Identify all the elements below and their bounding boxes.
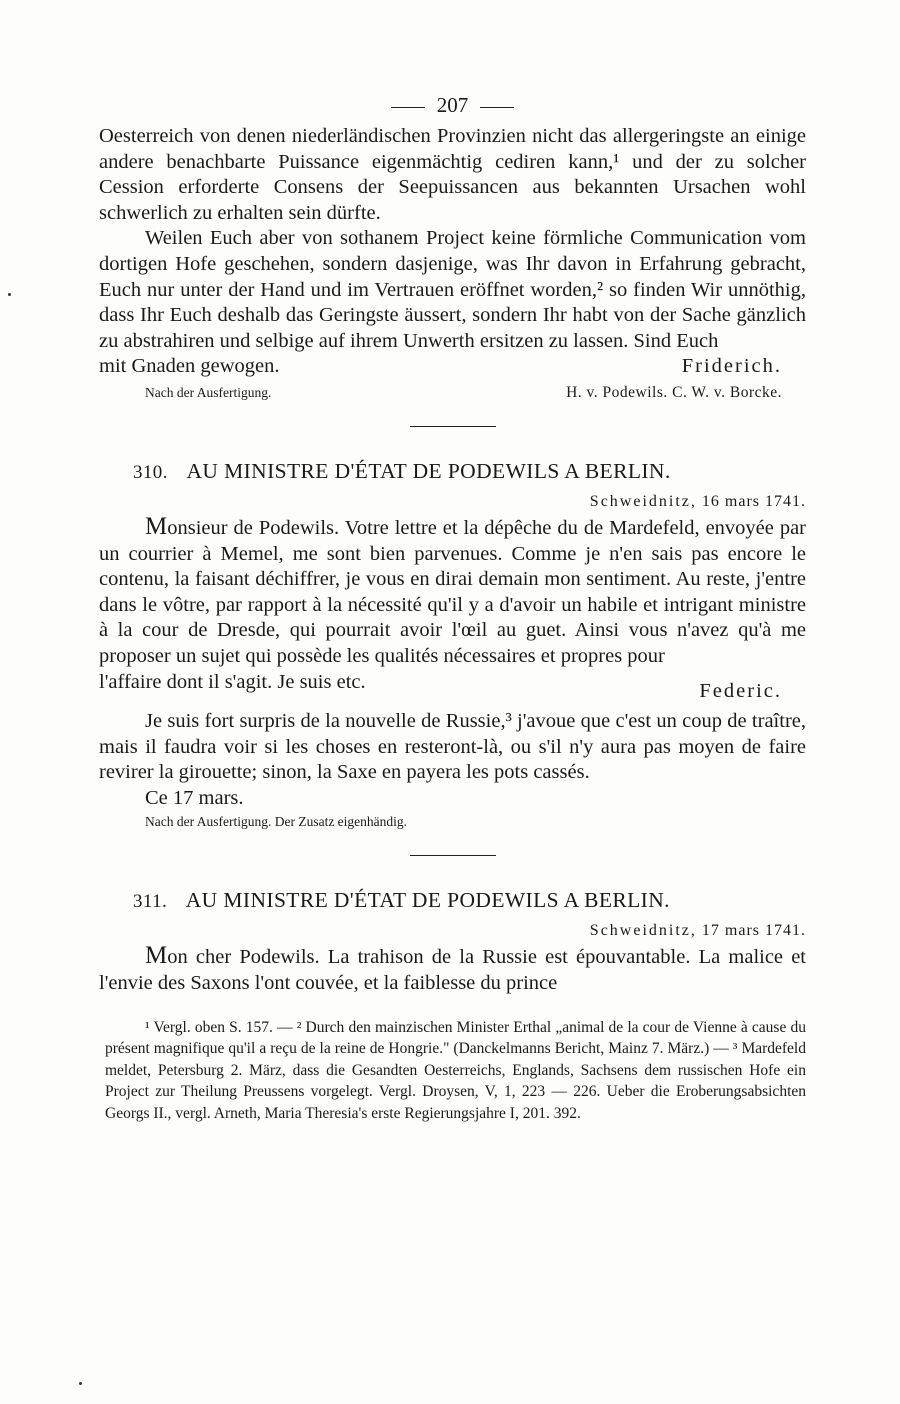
letter-311-number: 311. xyxy=(133,891,168,913)
intro-closing-line xyxy=(99,354,806,380)
page-number: 207 xyxy=(436,93,469,117)
letter-311-place: Schweidnitz, xyxy=(589,922,697,940)
letter-310-postscript-date: Ce 17 mars. xyxy=(145,786,244,809)
section-divider-2 xyxy=(410,855,496,856)
letter-311-heading xyxy=(99,886,806,916)
letter-310-body xyxy=(99,514,806,670)
intro-paragraph-2: Weilen Euch aber von sothanem Project keine förmliche Communication vom dortigen Hofe geschehen, sondern dasjenige, was Ihr davon in Erfahrung gebracht, Euch nur unter der Hand und im Vertrauen eröffnet worden,² so finden Wir unnöthig, dass Ihr Euch deshalb das Geringste äussert, sondern Ihr habt von der Sache gänzlich zu abstrahiren und selbige auf ihrem Unwerth ersitzen zu lassen. Sind Euch xyxy=(99,227,806,352)
scan-speck xyxy=(8,293,11,296)
intro-countersignatures: H. v. Podewils. C. W. v. Borcke. xyxy=(566,383,782,401)
letter-310-closing: l'affaire dont il s'agit. Je suis etc. xyxy=(99,670,366,693)
footnote-text: ¹ Vergl. oben S. 157. — ² Durch den mainzischen Minister Erthal „animal de la cour de Vienne à cause du présent magnifique qu'il a reçu de la reine de Hongrie." (Danckelmanns Bericht, Mainz 7. März.) — ³ Mardefeld meldet, Petersburg 2. März, dass die Gesandten Oesterreichs, Englands, Sachsens dem russischen Hofe ein Project zur Theilung Preussens vorgelegt. Vergl. Droysen, V, 1, 223 — 226. Ueber die Eroberungsabsichten Georgs II., vergl. Arneth, Maria Theresia's erste Regierungsjahre I, 201. 392. xyxy=(105,1018,806,1122)
footnotes xyxy=(99,1017,806,1125)
scan-speck xyxy=(79,1382,82,1385)
page-header xyxy=(99,90,806,120)
letter-310-source-note: Nach der Ausfertigung. Der Zusatz eigenhändig. xyxy=(145,814,408,830)
letter-310-postscript: Je suis fort surpris de la nouvelle de Russie,³ j'avoue que c'est un coup de traître, mais il faudra voir si les choses en resteront-là, ou s'il n'y aura pas moyen de faire revirer la girouette; sinon, la Saxe en payera les pots cassés. xyxy=(99,710,806,784)
letter-310-date: 16 mars 1741. xyxy=(701,492,806,510)
book-page xyxy=(99,90,806,1124)
letter-311-initial: M xyxy=(145,942,168,970)
letter-310-place: Schweidnitz, xyxy=(589,492,697,510)
letter-310-heading xyxy=(99,457,806,487)
header-dash-left xyxy=(391,107,425,108)
letter-311-dateline xyxy=(99,919,806,943)
header-dash-right xyxy=(480,107,514,108)
intro-paragraph-1: Oesterreich von denen niederländischen Provinzien nicht das allergeringste an einige andere benachbarte Puissance eigenmächtig cediren kann,¹ und der zu solcher Cession erforderte Consens der Seepuissancen aus bekannten Ursachen wohl schwerlich zu erhalten sein dürfte. xyxy=(99,125,806,224)
letter-310-body-text: onsieur de Podewils. Votre lettre et la dépêche du de Mardefeld, envoyée par un courrier à Memel, me sont bien parvenues. Comme je n'en sais pas encore le contenu, la faisant déchiffrer, je vous en dirai demain mon sentiment. Au reste, j'entre dans le vôtre, par rapport à la nécessité qu'il y a d'avoir un habile et intrigant ministre à la cour de Dresde, qui pourrait avoir l'œil au guet. Ainsi vous n'avez qu'à me proposer un sujet qui possède les qualités nécessaires et propres pour xyxy=(99,516,806,667)
letter-311-body xyxy=(99,943,806,996)
section-divider-1 xyxy=(410,426,496,427)
letter-311-title: AU MINISTRE D'ÉTAT DE PODEWILS A BERLIN. xyxy=(185,888,670,913)
letter-310-closing-line xyxy=(99,670,806,702)
intro-signature: Friderich. xyxy=(681,355,782,378)
letter-310-signature: Federic. xyxy=(699,679,782,702)
intro-closing: mit Gnaden gewogen. xyxy=(99,355,280,378)
letter-310-title: AU MINISTRE D'ÉTAT DE PODEWILS A BERLIN. xyxy=(186,458,671,483)
letter-310-number: 310. xyxy=(133,461,168,483)
letter-311-date: 17 mars 1741. xyxy=(701,922,806,940)
letter-311-body-text: on cher Podewils. La trahison de la Russie est épouvantable. La malice et l'envie des Saxons l'ont couvée, et la faiblesse du prince xyxy=(99,946,806,995)
letter-310-initial: M xyxy=(145,512,168,540)
letter-310-dateline xyxy=(99,490,806,514)
intro-source-note: Nach der Ausfertigung. xyxy=(145,384,272,400)
intro-source-row xyxy=(99,382,806,404)
